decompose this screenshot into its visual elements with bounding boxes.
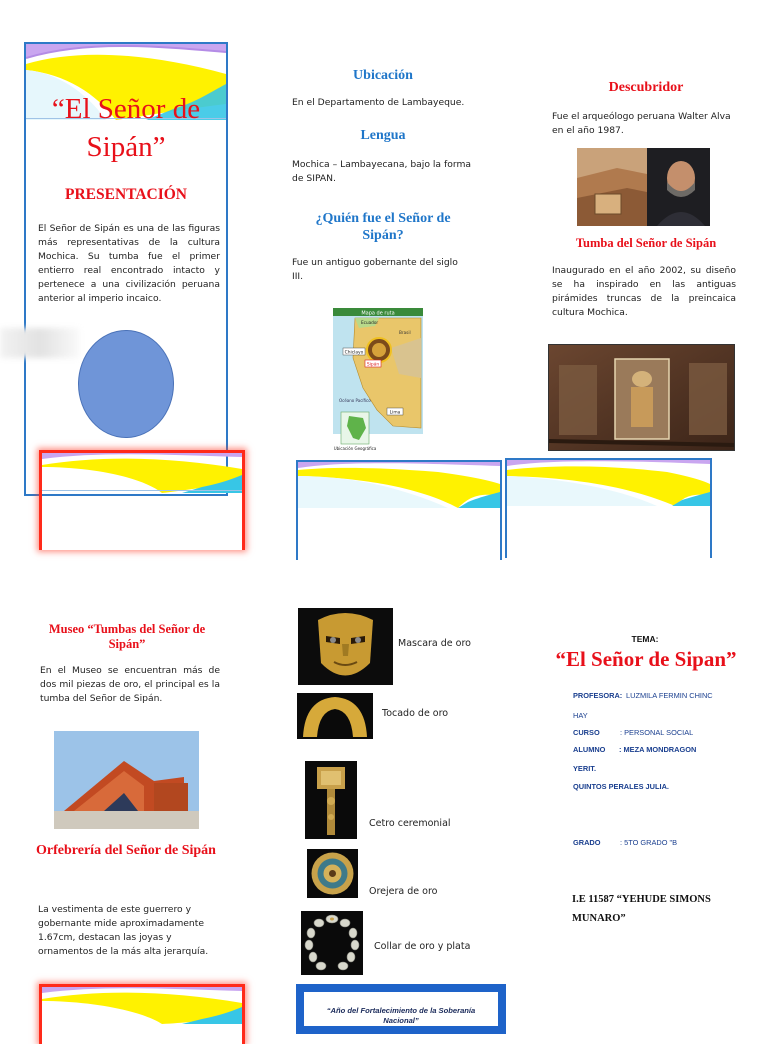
map-label-brasil: Brasil [399,330,411,335]
motto-text: “Año del Fortalecimiento de la Soberanía Nacional” [326,1006,476,1024]
cover-circle [78,330,174,438]
ubicacion-heading: Ubicación [353,68,413,83]
tomb-photo [548,344,735,451]
grado-label: GRADO [573,838,601,847]
item-label-ear: Orejera de oro [369,886,438,897]
presentacion-text: El Señor de Sipán es una de las figuras más representativas de la cultura Mochica. Su tumba fue el primer entierro real encontrado intacto y pertenece a una civilización peruana anterior al imperio incaico. [38,223,220,304]
descubridor-text: Fue el arqueólogo peruana Walter Alva en el año 1987. [552,111,731,136]
cover-title: “El Señor de Sipán” [51,93,201,163]
item-label-mask: Mascara de oro [398,638,471,649]
item-label-scepter: Cetro ceremonial [369,818,451,829]
orfebreria-heading: Orfebrería del Señor de Sipán [36,843,216,858]
map-label-lima: Lima [389,410,401,416]
gold-headdress-icon [297,693,373,739]
ubicacion-text: En el Departamento de Lambayeque. [292,97,465,108]
wave-decoration [507,460,710,506]
alumno-value: : MEZA MONDRAGON [619,745,697,754]
gold-mask-icon [298,608,393,685]
alumno2: QUINTOS PERALES JULIA. [573,782,669,791]
alumno-cont: YERIT. [573,764,596,773]
map-label-chiclayo: Chiclayo [344,350,364,356]
scepter-icon [305,761,357,839]
museum-photo [54,731,199,829]
map-caption-bottom: Ubicación Geográfica [333,446,377,451]
wave-decoration [298,462,500,508]
curso-label: CURSO [573,728,600,737]
red-frame-divider [42,490,242,491]
quien-text: Fue un antiguo gobernante del siglo III. [292,257,458,282]
quien-heading: ¿Quién fue el Señor de Sipán? [315,211,451,243]
profesora-cont: HAY [573,711,588,720]
alumno-label: ALUMNO [573,745,606,754]
lengua-text: Mochica – Lambayecana, bajo la forma de SIPAN. [292,159,472,184]
wave-decoration [42,453,242,493]
map-label-ocean: Océano Pacífico [339,398,371,403]
school-name: I.E 11587 “YEHUDE SIMONS MUNARO” [572,894,711,924]
shadow-smudge [0,328,80,358]
orfebreria-text: La vestimenta de este guerrero y gobernante mide aproximadamente 1.67cm, destacan las joyas y ornamentos de la más alta jerarquía. [38,904,209,957]
map-caption-top: Mapa de ruta [361,310,395,317]
tema-label: TEMA: [631,634,659,644]
back-title: “El Señor de Sipan” [555,647,737,671]
peru-map-image [333,308,423,458]
necklace-icon [301,911,363,975]
item-label-necklace: Collar de oro y plata [374,941,471,952]
tumba-text: Inaugurado en el año 2002, su diseño se ha inspirado en las antiguas pirámides truncas de la preincaica cultura Mochica. [552,265,736,318]
map-label-sipan: Sipán [366,362,380,368]
grado-value: : 5TO GRADO "B [620,838,678,847]
wave-decoration [42,987,242,1024]
museo-text: En el Museo se encuentran más de dos mil piezas de oro, el principal es la tumba del Señor de Sipán. [40,665,220,704]
curso-value: : PERSONAL SOCIAL [620,728,694,737]
descubridor-heading: Descubridor [608,80,684,95]
museo-heading: Museo “Tumbas del Señor de Sipán” [48,622,206,651]
ear-ornament-icon [307,849,358,898]
walter-alva-photo [577,148,710,226]
profesora-label: PROFESORA: [573,691,623,700]
presentacion-heading: PRESENTACIÓN [64,186,187,203]
tumba-heading: Tumba del Señor de Sipán [575,236,717,250]
lengua-heading: Lengua [360,128,406,143]
item-label-headdress: Tocado de oro [382,708,449,719]
profesora-value: LUZMILA FERMIN CHINC [626,691,713,700]
map-label-ecuador: Ecuador [361,320,379,325]
